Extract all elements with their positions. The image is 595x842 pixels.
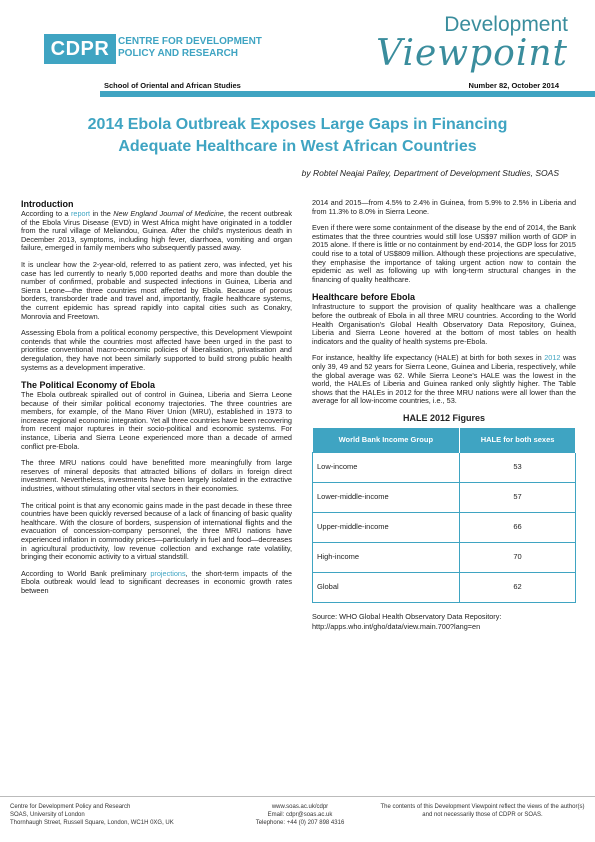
source-url[interactable]: http://apps.who.int/gho/data/view.main.700?lang=en (312, 621, 481, 631)
column-header-hale: HALE for both sexes (460, 428, 576, 452)
footer-address-line1: Centre for Development Policy and Research (10, 804, 131, 810)
table-source (312, 612, 576, 632)
paragraph-9: Even if there were some containment of the disease by the end of 2014, the Bank estimates that the three countries would still lose US$97 million worth of GDP in 2015 alone. If there is little or no containment by end-2014, the GDP loss for 2015 could rise to a total of US$809 million. Although these projections are speculative, they emphasise the importance of taking urgent action now to contain the epidemic as well as following up with long-term structural changes in the financing of quality healthcare. (312, 223, 576, 284)
text-run: According to a (21, 209, 71, 218)
cell-group: Lower-middle-income (313, 482, 460, 512)
cell-hale: 57 (460, 482, 576, 512)
paragraph-2: It is unclear how the 2-year-old, referred to as patient zero, was infected, yet his case has led currently to nearly 5,000 reported deaths and more than double the number of confirmed, probable and suspected infections in Guinea, Liberia and Sierra Leone—the three countries most affected by Ebola. Because of porous borders, transborder trade and travel and, importantly, fragile healthcare systems, the current epidemic has spread rapidly into capital cities such as Conakry, Monrovia and Freetown. (21, 259, 292, 321)
article-title-line1: 2014 Ebola Outbreak Exposes Large Gaps in Financing (87, 116, 508, 133)
series-title (376, 14, 568, 72)
intro-heading: Introduction (21, 199, 74, 209)
paragraph-4: The Ebola outbreak spiralled out of control in Guinea, Liberia and Sierra Leone because of their similar political economy trajectories. The three countries are members, for example, of the Mano River Union (MRU), established in 1973 to increase regional economic integration. Yet all three countries have been recovering from recent major ruptures in their socio-political and economic systems. For instance, Liberia and Sierra Leone experienced more than a decade of armed conflict pre-Ebola. (21, 390, 292, 451)
cell-hale: 70 (460, 542, 576, 572)
centre-name-line2: POLICY AND RESEARCH (118, 48, 239, 59)
political-economy-heading: The Political Economy of Ebola (21, 380, 156, 391)
paragraph-6: The critical point is that any economic gains made in the past decade in these three countries have been quickly reversed because of a lack of financing of basic quality healthcare. With the closure of borders, suspension of international flights and the evacuation of concession-company personnel, the three MRU nations have experienced inflation in commodity prices—particularly in fuel and food—decreases in agricultural productivity, low revenue collection and exchange rate volatility, bringing their economic activity to a virtual standstill. (21, 500, 292, 562)
paragraph-7 (21, 570, 292, 596)
cell-hale: 66 (460, 512, 576, 542)
text-run: For instance, healthy life expectancy (HALE) at birth for both sexes in (312, 353, 545, 363)
hale-table (312, 428, 576, 603)
byline: by Robtel Neajai Pailey, Department of Development Studies, SOAS (301, 168, 559, 178)
footer-email[interactable]: Email: cdpr@soas.ac.uk (267, 812, 333, 818)
table-row (313, 482, 576, 512)
paragraph-5: The three MRU nations could have benefitted more meaningfully from large reserves of mineral deposits that attracted billions of dollars in foreign direct investment. Nevertheless, investments have been largely isolated in the extractive industries, without stimulating other vital sectors in their economies. (21, 458, 292, 494)
page-footer (0, 796, 595, 842)
text-run: According to World Bank preliminary (21, 568, 151, 578)
cdpr-logo: CDPR (44, 34, 116, 64)
article-title (30, 114, 565, 158)
healthcare-heading: Healthcare before Ebola (312, 292, 416, 303)
footer-address (10, 803, 230, 827)
text-run: , the recent outbreak of the Ebola Virus Disease (EVD) in West Africa might have originated in a toddler from the rural village of Meliandou, Guinea. After the child's mysterious death in December 2013, symptoms, including high fever, diarrhoea, vomiting and organ failure, emerged in family members who subsequently passed away. (21, 209, 292, 253)
right-column (312, 199, 576, 632)
paragraph-10: Infrastructure to support the provision of quality healthcare was a challenge before the outbreak of Ebola in all three MRU countries. According to the World Health Organisation's Global Health Observatory Data Repository, Guinea, Liberia and Sierra Leone hovered at the bottom of most tables on health indicators and the quality of health systems pre-Ebola. (312, 302, 576, 346)
cell-group: Low-income (313, 452, 460, 482)
article-title-line2: Adequate Healthcare in West African Countries (118, 138, 477, 155)
cell-hale: 62 (460, 572, 576, 602)
text-run: , the short-term impacts of the Ebola outbreak would lead to significant decreases in economic growth rates between (21, 568, 292, 595)
cell-group: Upper-middle-income (313, 512, 460, 542)
column-header-group: World Bank Income Group (313, 428, 460, 452)
text-run: in the (90, 209, 114, 218)
cell-group: High-income (313, 542, 460, 572)
series-title-line1: Development (444, 13, 568, 36)
cell-group: Global (313, 572, 460, 602)
footer-contact (220, 803, 380, 827)
report-link[interactable]: report (71, 209, 91, 218)
header-rule (100, 91, 595, 97)
page-header (0, 0, 595, 98)
source-line1: Source: WHO Global Health Observatory Data Repository: (312, 611, 502, 621)
centre-name (118, 36, 262, 60)
journal-name: New England Journal of Medicine (113, 209, 224, 218)
footer-phone: Telephone: +44 (0) 207 898 4316 (255, 820, 345, 826)
table-header-row (313, 428, 576, 452)
table-row (313, 572, 576, 602)
left-column (21, 199, 292, 604)
centre-name-line1: CENTRE FOR DEVELOPMENT (118, 36, 262, 47)
paragraph-3: Assessing Ebola from a political economy perspective, this Development Viewpoint contends that while the countries most affected have been urged in the past to prioritise conventional macro-economic policies of liberalisation, privatisation and deregulation, they have not been similarly supported to build strong public health systems as a development imperative. (21, 328, 292, 372)
footer-address-line2: SOAS, University of London (10, 812, 85, 818)
paragraph-8: 2014 and 2015—from 4.5% to 2.4% in Guinea, from 5.9% to 2.5% in Liberia and from 11.3% to 8.0% in Sierra Leone. (312, 198, 576, 216)
paragraph-intro (21, 210, 292, 253)
footer-website[interactable]: www.soas.ac.uk/cdpr (271, 804, 329, 810)
school-name: School of Oriental and African Studies (104, 81, 241, 90)
year-2012-link[interactable]: 2012 (544, 353, 561, 363)
table-row (313, 452, 576, 482)
footer-address-line3: Thornhaugh Street, Russell Square, London, WC1H 0XG, UK (10, 820, 174, 826)
text-run: was only 39, 49 and 52 years for Sierra Leone, Guinea and Liberia, respectively, while the global average was 62. While Sierra Leone's HALE was the lowest in the world, the HALEs of Liberia and Guinea ranked only slightly higher. The Table shows that the HALEs in 2012 for the three MRU nations were all lower than the average for all low-income countries, i.e., 53. (312, 353, 576, 406)
issue-number: Number 82, October 2014 (468, 81, 559, 90)
table-caption: HALE 2012 Figures (402, 412, 486, 423)
table-row (313, 512, 576, 542)
series-title-line2: Viewpoint (376, 33, 568, 74)
table-row (313, 542, 576, 572)
footer-disclaimer: The contents of this Development Viewpoint reflect the views of the author(s) and not necessarily those of CDPR or SOAS. (380, 804, 585, 818)
projections-link[interactable]: projections (150, 568, 186, 578)
paragraph-11 (312, 354, 576, 406)
cell-hale: 53 (460, 452, 576, 482)
